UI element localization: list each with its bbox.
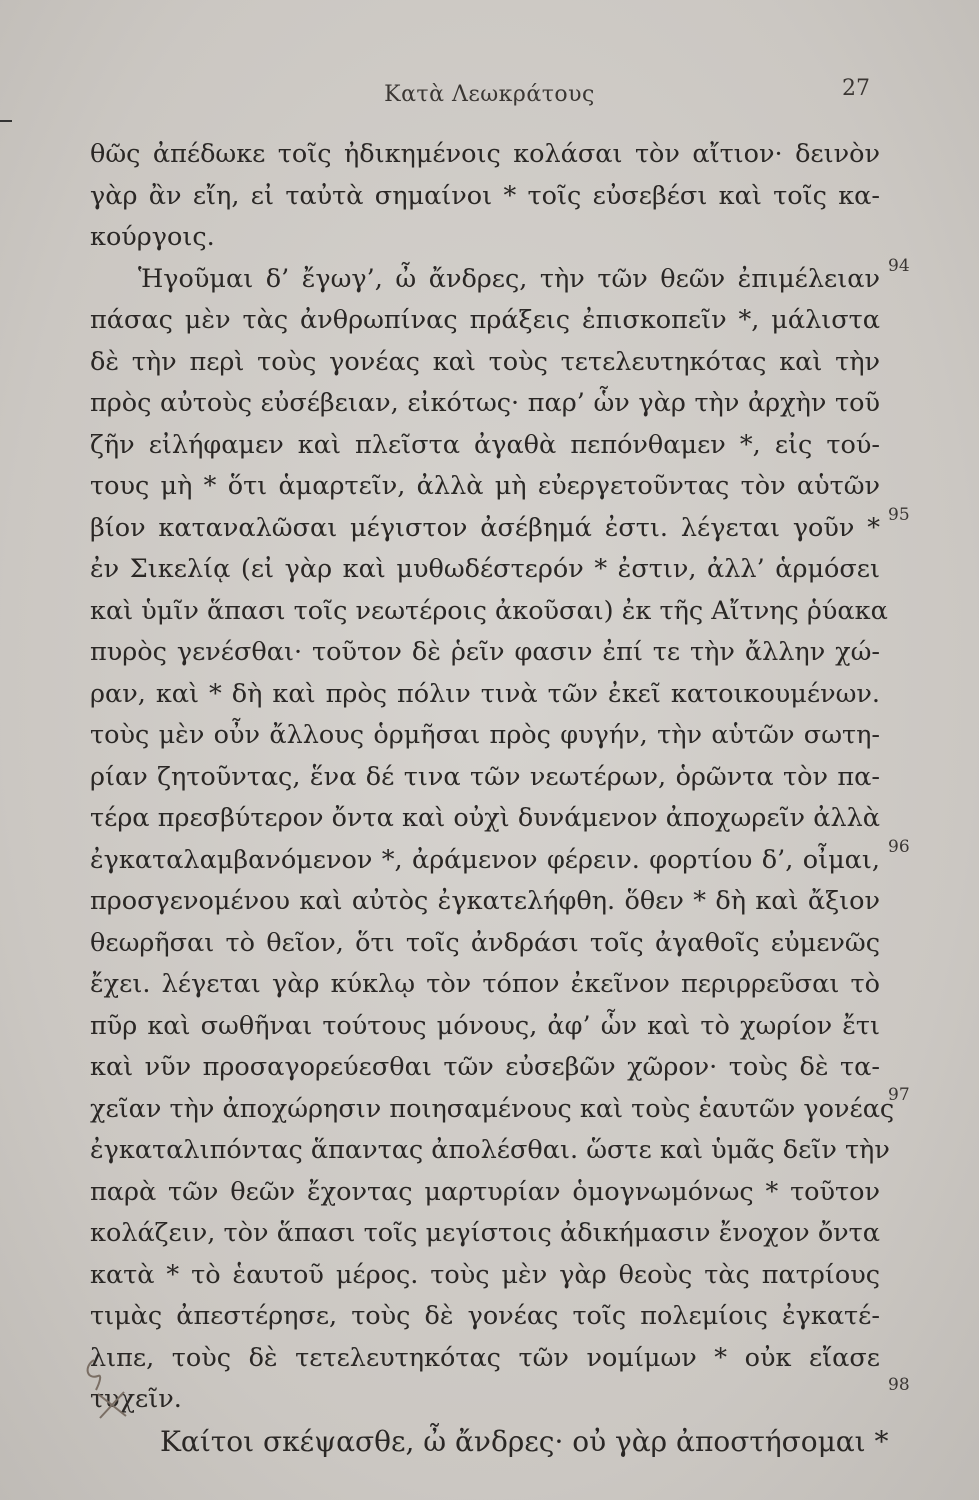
text-line: ἐγκαταλαμβανόμενον *, ἀράμενον φέρειν. φορτίου δ’, οἶμαι, [90,844,880,875]
text-line: τους μὴ * ὅτι ἁμαρτεῖν, ἀλλὰ μὴ εὐεργετοῦντας τὸν αὑτῶν [90,471,880,501]
text-line: προσγενομένου καὶ αὐτὸς ἐγκατελήφθη. ὅθεν * δὴ καὶ ἄξιον [90,886,880,916]
text-line: τέρα πρεσβύτερον ὄντα καὶ οὐχὶ δυνάμενον ἀποχωρεῖν ἀλλὰ [90,803,880,833]
text-line: θῶς ἀπέδωκε τοῖς ἠδικημένοις κολάσαι τὸν αἴτιον· δεινὸν [90,139,880,169]
text-line: κολάζειν, τὸν ἅπασι τοῖς μεγίστοις ἀδικήμασιν ἔνοχον ὄντα [90,1218,880,1248]
text-line: τοὺς μὲν οὖν ἄλλους ὁρμῆσαι πρὸς φυγήν, τὴν αὑτῶν σωτη- [90,720,880,750]
pencil-mark-icon [80,1352,140,1422]
text-line: κούργοις. [90,222,215,252]
text-line: Καίτοι σκέψασθε, ὦ ἄνδρες· οὐ γὰρ ἀποστήσομαι * [160,1424,889,1458]
text-line: ἐγκαταλιπόντας ἅπαντας ἀπολέσθαι. ὥστε καὶ ὑμᾶς δεῖν τὴν [90,1135,890,1165]
text-line: ρίαν ζητοῦντας, ἕνα δέ τινα τῶν νεωτέρων, ὁρῶντα τὸν πα- [90,761,880,792]
text-line: δὲ τὴν περὶ τοὺς γονέας καὶ τοὺς τετελευτηκότας καὶ τὴν [90,346,880,377]
running-title: Κατὰ Λεωκράτους [384,82,595,107]
section-number: 97 [888,1085,910,1105]
page-number: 27 [842,76,870,101]
text-line: ἔχει. λέγεται γὰρ κύκλῳ τὸν τόπον ἐκεῖνον περιρρεῦσαι τὸ [90,969,880,999]
text-line: βίον καταναλῶσαι μέγιστον ἀσέβημά ἐστι. λέγεται γοῦν * [90,512,880,543]
text-line: παρὰ τῶν θεῶν ἔχοντας μαρτυρίαν ὁμογνωμόνως * τοῦτον [90,1176,880,1207]
text-line: γὰρ ἂν εἴη, εἰ ταὐτὰ σημαίνοι * τοῖς εὐσεβέσι καὶ τοῖς κα- [90,180,880,211]
text-line: κατὰ * τὸ ἑαυτοῦ μέρος. τοὺς μὲν γὰρ θεοὺς τὰς πατρίους [90,1259,880,1290]
body-text [90,134,895,1462]
section-number: 94 [888,256,910,276]
text-line: ζῆν εἰλήφαμεν καὶ πλεῖστα ἀγαθὰ πεπόνθαμεν *, εἰς τού- [90,429,880,460]
text-line: ἐν Σικελίᾳ (εἰ γὰρ καὶ μυθωδέστερόν * ἐστιν, ἀλλ’ ἁρμόσει [90,554,880,584]
section-number: 95 [888,505,910,525]
text-line: τυχεῖν. [90,1384,182,1414]
text-line: πάσας μὲν τὰς ἀνθρωπίνας πράξεις ἐπισκοπεῖν *, μάλιστα [90,305,880,335]
section-number: 96 [888,837,910,857]
section-number: 98 [888,1375,910,1395]
edge-mark [0,120,12,122]
text-line: πρὸς αὐτοὺς εὐσέβειαν, εἰκότως· παρ’ ὧν γὰρ τὴν ἀρχὴν τοῦ [90,388,880,418]
text-line: καὶ ὑμῖν ἅπασι τοῖς νεωτέροις ἀκοῦσαι) ἐκ τῆς Αἴτνης ῥύακα [90,595,888,626]
text-line: καὶ νῦν προσαγορεύεσθαι τῶν εὐσεβῶν χῶρον· τοὺς δὲ τα- [90,1052,880,1082]
text-line: λιπε, τοὺς δὲ τετελευτηκότας τῶν νομίμων * οὐκ εἴασε [90,1342,880,1373]
text-line: πῦρ καὶ σωθῆναι τούτους μόνους, ἀφ’ ὧν καὶ τὸ χωρίον ἔτι [90,1010,880,1041]
text-line: χεῖαν τὴν ἀποχώρησιν ποιησαμένους καὶ τοὺς ἑαυτῶν γονέας [90,1093,895,1124]
text-line: τιμὰς ἀπεστέρησε, τοὺς δὲ γονέας τοῖς πολεμίοις ἐγκατέ- [90,1301,880,1331]
text-line: ραν, καὶ * δὴ καὶ πρὸς πόλιν τινὰ τῶν ἐκεῖ κατοικουμένων. [90,678,880,709]
text-line: Ἡγοῦμαι δ’ ἔγωγ’, ὦ ἄνδρες, τὴν τῶν θεῶν ἐπιμέλειαν [138,263,880,294]
text-line: θεωρῆσαι τὸ θεῖον, ὅτι τοῖς ἀνδράσι τοῖς ἀγαθοῖς εὐμενῶς [90,927,880,958]
text-line: πυρὸς γενέσθαι· τοῦτον δὲ ῥεῖν φασιν ἐπί τε τὴν ἄλλην χώ- [90,637,880,667]
